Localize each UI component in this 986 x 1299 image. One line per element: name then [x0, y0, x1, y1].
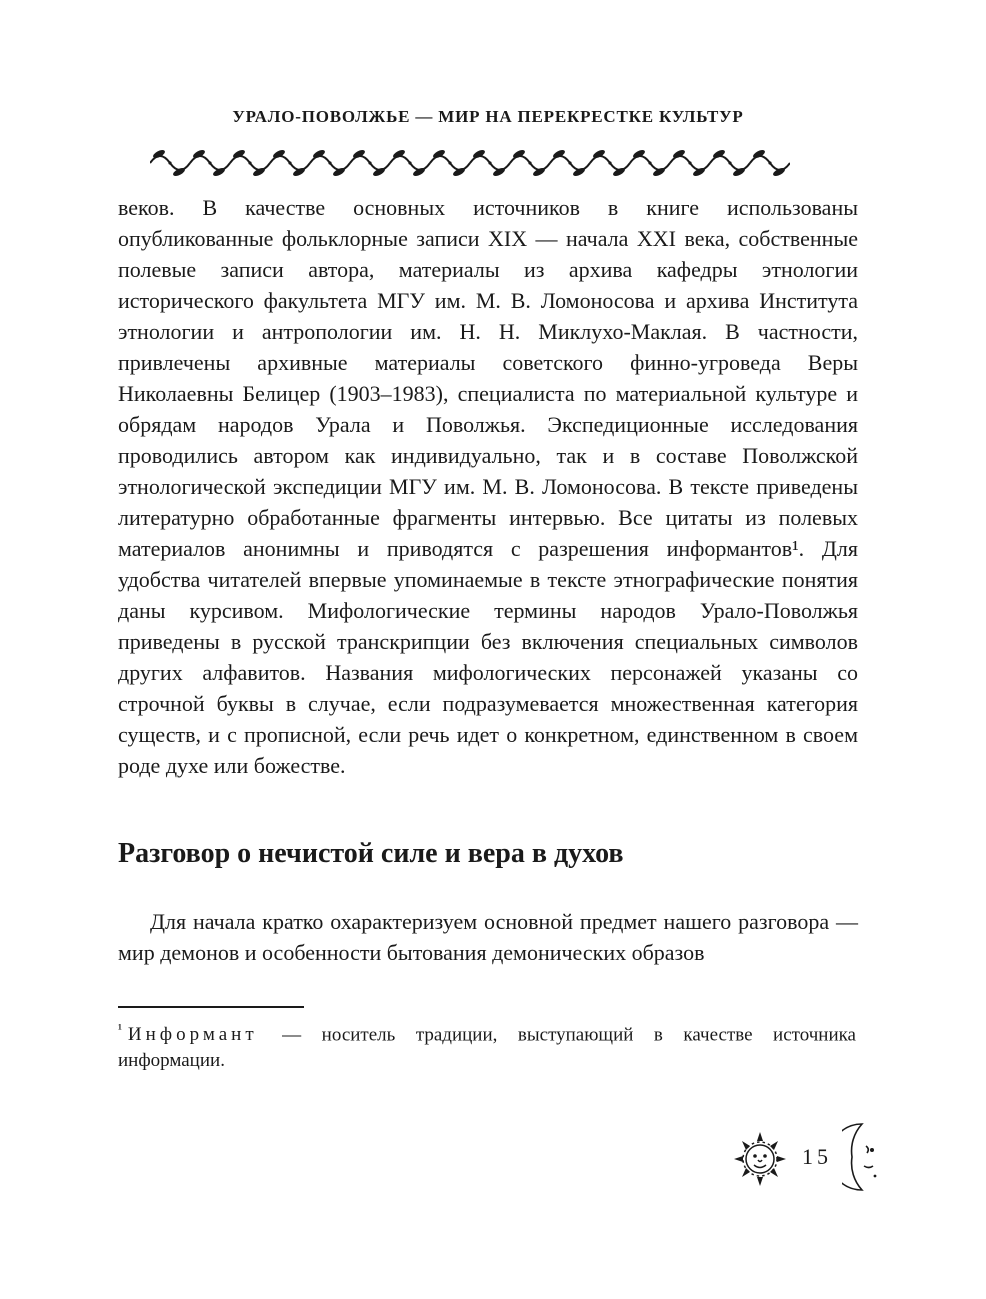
intro-paragraph: Для начала кратко охарактеризуем основной предмет нашего разговора — мир демонов и особенности бытования демонических образов	[118, 909, 858, 965]
footnote-text: — носитель традиции, выступающий в качестве источника информации.	[118, 1024, 856, 1072]
sun-face-icon	[728, 1124, 792, 1190]
footnote-divider	[118, 1006, 304, 1008]
page-number: 15	[802, 1144, 832, 1169]
vine-ornament-icon	[150, 148, 790, 178]
section-heading: Разговор о нечистой силе и вера в духов	[118, 838, 624, 869]
footer-decoration	[728, 1120, 894, 1194]
footnote-marker: ¹	[118, 1021, 122, 1036]
running-head: УРАЛО-ПОВОЛЖЬЕ — МИР НА ПЕРЕКРЕСТКЕ КУЛЬТУР	[232, 107, 744, 126]
crescent-moon-face-icon	[842, 1120, 894, 1194]
footnote-term: Информант	[127, 1024, 258, 1046]
body-paragraph-continuation: веков. В качестве основных источников в книге использованы опубликованные фольклорные записи XIX — начала XXI века, собственные полевые записи автора, материалы из архива кафедры этнологии исторического факультета МГУ им. М. В. Ломоносова и архива Института этнологии и антропологии им. Н. Н. Миклухо-Маклая. В частности, привлечены архивные материалы советского финно-угроведа Веры Николаевны Белицер (1903–1983), специалиста по материальной культуре и обрядам народов Урала и Поволжья. Экспедиционные исследования проводились автором как индивидуально, так и в составе Поволжской этнологической экспедиции МГУ им. М. В. Ломоносова. В тексте приведены литературно обработанные фрагменты интервью. Все цитаты из полевых материалов анонимны и приводятся с разрешения информантов¹. Для удобства читателей впервые упоминаемые в тексте этнографические понятия даны курсивом. Мифологические термины народов Урало-Поволжья приведены в русской транскрипции без включения специальных символов других алфавитов. Названия мифологических персонажей указаны со строчной буквы в случае, если подразумевается множественная категория существ, и с прописной, если речь идет о конкретном, единственном в своем роде духе или божестве.	[118, 195, 858, 778]
footnote	[118, 1016, 856, 1074]
